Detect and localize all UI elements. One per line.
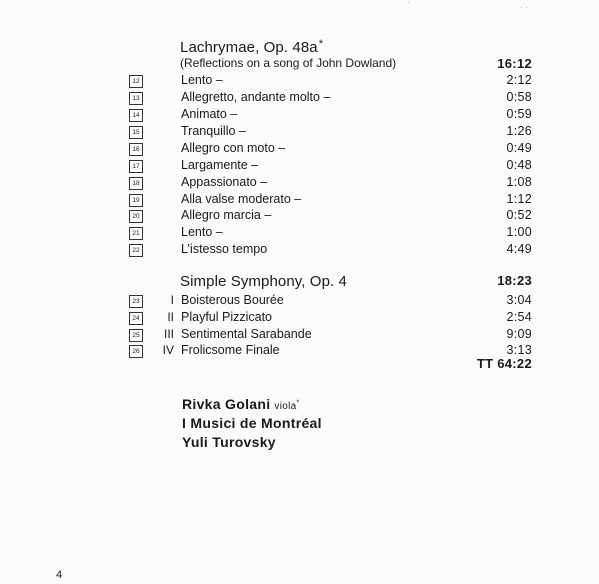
track-number-box: 19 (129, 194, 143, 207)
track-number-box: 21 (129, 227, 143, 240)
work-subtitle: (Reflections on a song of John Dowland) (180, 56, 397, 70)
track-duration: 2:12 (506, 73, 532, 87)
asterisk-mark: * (318, 38, 324, 50)
track-duration: 1:00 (506, 225, 532, 239)
performer-soloist (182, 396, 300, 412)
track-duration: 0:59 (506, 107, 532, 121)
track-number-box: 17 (129, 160, 143, 173)
performer-role: viola* (274, 399, 300, 412)
track-duration: 1:08 (506, 175, 532, 189)
movement-title: Frolicsome Finale (181, 343, 280, 357)
track-row (0, 310, 599, 327)
track-duration: 1:12 (506, 192, 532, 206)
track-number-box: 25 (129, 329, 143, 342)
track-row (0, 327, 599, 344)
track-row (0, 141, 599, 158)
movement-title: Alla valse moderato – (181, 192, 302, 206)
movement-title: Sentimental Sarabande (181, 327, 312, 341)
track-number-box: 26 (129, 345, 143, 358)
track-row (0, 175, 599, 192)
work-total-lachrymae: 16:12 (497, 56, 532, 71)
asterisk-mark: * (296, 399, 300, 407)
track-row (0, 124, 599, 141)
track-row (0, 225, 599, 242)
movement-numeral: IV (162, 343, 174, 357)
track-number-box: 15 (129, 126, 143, 139)
movement-title: Playful Pizzicato (181, 310, 273, 324)
track-row (0, 107, 599, 124)
track-row (0, 90, 599, 107)
performer-name: Rivka Golani (182, 396, 271, 412)
movement-title: Allegretto, andante molto – (181, 90, 331, 104)
corner-mark-right: . . (520, 0, 528, 10)
movement-title: Animato – (181, 107, 238, 121)
track-row (0, 293, 599, 310)
track-duration: 0:58 (506, 90, 532, 104)
track-row (0, 158, 599, 175)
track-duration: 2:54 (506, 310, 532, 324)
corner-mark-left: ' (408, 0, 410, 10)
movement-title: Appassionato – (181, 175, 268, 189)
work-title-lachrymae: Lachrymae, Op. 48a* (180, 38, 324, 56)
work-title-simple-symphony: Simple Symphony, Op. 4 (180, 273, 347, 290)
track-number-box: 13 (129, 92, 143, 105)
track-duration: 3:04 (506, 293, 532, 307)
movement-title: Tranquillo – (181, 124, 246, 138)
track-duration: 1:26 (506, 124, 532, 138)
track-row (0, 192, 599, 209)
track-duration: 9:09 (506, 327, 532, 341)
work-total-simple-symphony: 18:23 (497, 273, 532, 288)
movement-numeral: I (170, 293, 174, 307)
track-duration: 0:49 (506, 141, 532, 155)
track-number-box: 12 (129, 75, 143, 88)
track-number-box: 22 (129, 244, 143, 257)
track-number-box: 14 (129, 109, 143, 122)
track-row (0, 208, 599, 225)
movement-title: Allegro con moto – (181, 141, 286, 155)
movement-title: Lento – (181, 73, 223, 87)
track-number-box: 18 (129, 177, 143, 190)
track-duration: 3:13 (506, 343, 532, 357)
performer-ensemble: I Musici de Montréal (182, 415, 322, 431)
track-row (0, 73, 599, 90)
track-duration: 4:49 (506, 242, 532, 256)
movement-numeral: II (167, 310, 174, 324)
movement-title: Lento – (181, 225, 223, 239)
movement-numeral: III (163, 327, 174, 341)
track-duration: 0:52 (506, 208, 532, 222)
movement-title: L’istesso tempo (181, 242, 268, 256)
movement-title: Boisterous Bourée (181, 293, 284, 307)
movement-title: Largamente – (181, 158, 259, 172)
track-number-box: 24 (129, 312, 143, 325)
page-number: 4 (56, 569, 63, 581)
total-time: TT 64:22 (476, 356, 532, 371)
movement-title: Allegro marcia – (181, 208, 272, 222)
track-number-box: 23 (129, 295, 143, 308)
performer-conductor: Yuli Turovsky (182, 434, 276, 450)
track-duration: 0:48 (506, 158, 532, 172)
track-number-box: 16 (129, 143, 143, 156)
track-row (0, 242, 599, 259)
track-number-box: 20 (129, 210, 143, 223)
